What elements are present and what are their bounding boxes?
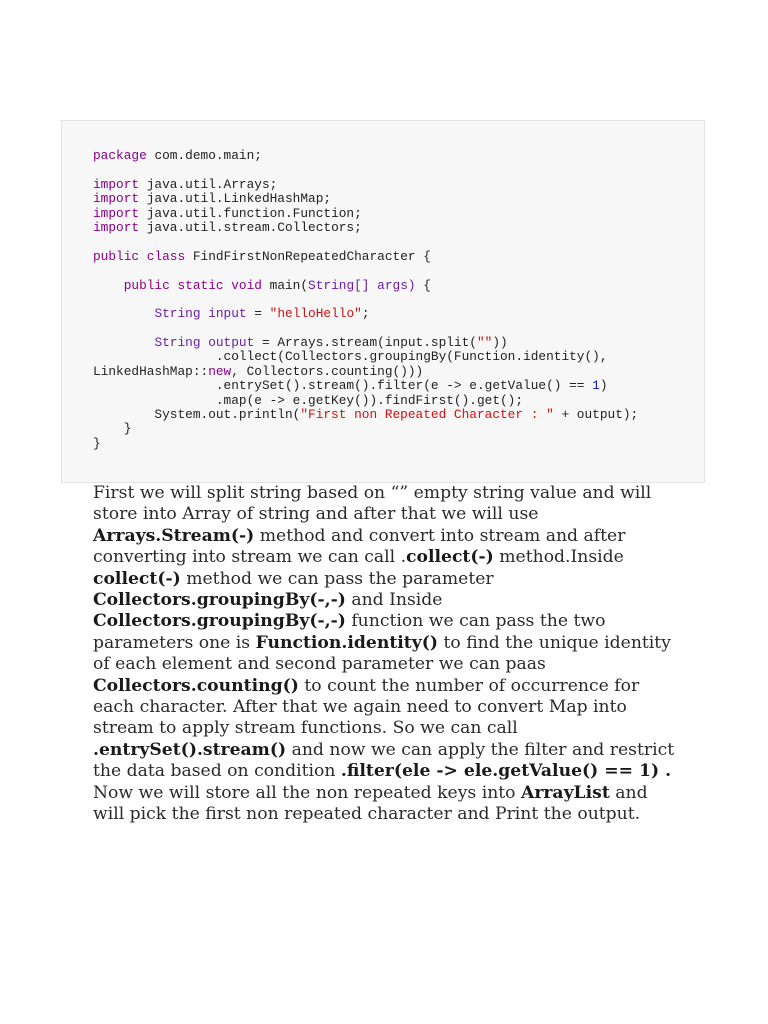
- code-line-close-class: }: [93, 435, 101, 451]
- code-line-import: import java.util.Arrays;: [93, 176, 278, 192]
- code-line-blank: [93, 235, 638, 249]
- code-line-map: .map(e -> e.getKey()).findFirst().get();: [93, 392, 524, 408]
- bold-term: Function.identity(): [255, 632, 439, 653]
- bold-term: Arrays.Stream(-): [93, 525, 255, 546]
- code-line-main-decl: public static void main(String[] args) {: [123, 277, 431, 293]
- bold-term: collect(-): [406, 547, 494, 568]
- code-line-import: import java.util.stream.Collectors;: [93, 219, 362, 235]
- code-listing: [93, 149, 638, 451]
- explanation-paragraph: First we will split string based on “” empty string value and will store into Array of string and after that we will use Arrays.Stream(-) method and convert into stream and after converting into stream we can call .collect(-) method.Inside collect(-) method we can pass the parameter Collectors.groupingBy(-,-) and Inside Collectors.groupingBy(-,-) function we can pass the two parameters one is Function.identity() to find the unique identity of each element and second parameter we can paas Collectors.counting() to count the number of occurrence for each character. After that we again need to convert Map into stream to apply stream functions. So we can call .entrySet().stream() and now we can apply the filter and restrict the data based on condition .filter(ele -> ele.getValue() == 1) . Now we will store all the non repeated keys into ArrayList and will pick the first non repeated character and Print the output.: [93, 483, 675, 825]
- bold-term: .filter(ele -> ele.getValue() == 1) .: [340, 761, 672, 782]
- bold-term: Collectors.groupingBy(-,-): [93, 611, 346, 632]
- code-line-close-method: }: [93, 421, 132, 437]
- code-line-package: package com.demo.main;: [93, 148, 262, 163]
- code-line-class-decl: public class FindFirstNonRepeatedCharacter {: [93, 248, 431, 264]
- bold-term: ArrayList: [520, 782, 610, 803]
- code-line-blank: [93, 293, 638, 307]
- code-block: [61, 120, 705, 483]
- code-line-blank: [93, 264, 638, 278]
- code-line-blank: [93, 163, 638, 177]
- code-line-input: String input = "helloHello";: [154, 306, 370, 322]
- bold-term: collect(-): [93, 568, 181, 589]
- code-line-output: String output = Arrays.stream(input.split("")): [154, 335, 508, 351]
- code-line-println: System.out.println("First non Repeated Character : " + output);: [93, 407, 639, 423]
- code-line-filter: .entrySet().stream().filter(e -> e.getValue() == 1): [93, 378, 608, 394]
- code-line-collect: .collect(Collectors.groupingBy(Function.identity(),: [93, 349, 608, 365]
- bold-term: .entrySet().stream(): [93, 739, 287, 760]
- code-line-import: import java.util.function.Function;: [93, 205, 362, 221]
- code-line-linkedhashmap: LinkedHashMap::new, Collectors.counting())): [93, 363, 424, 379]
- code-line-import: import java.util.LinkedHashMap;: [93, 191, 332, 207]
- bold-term: Collectors.groupingBy(-,-): [93, 590, 346, 611]
- bold-term: Collectors.counting(): [93, 675, 299, 696]
- code-line-blank: [93, 322, 638, 336]
